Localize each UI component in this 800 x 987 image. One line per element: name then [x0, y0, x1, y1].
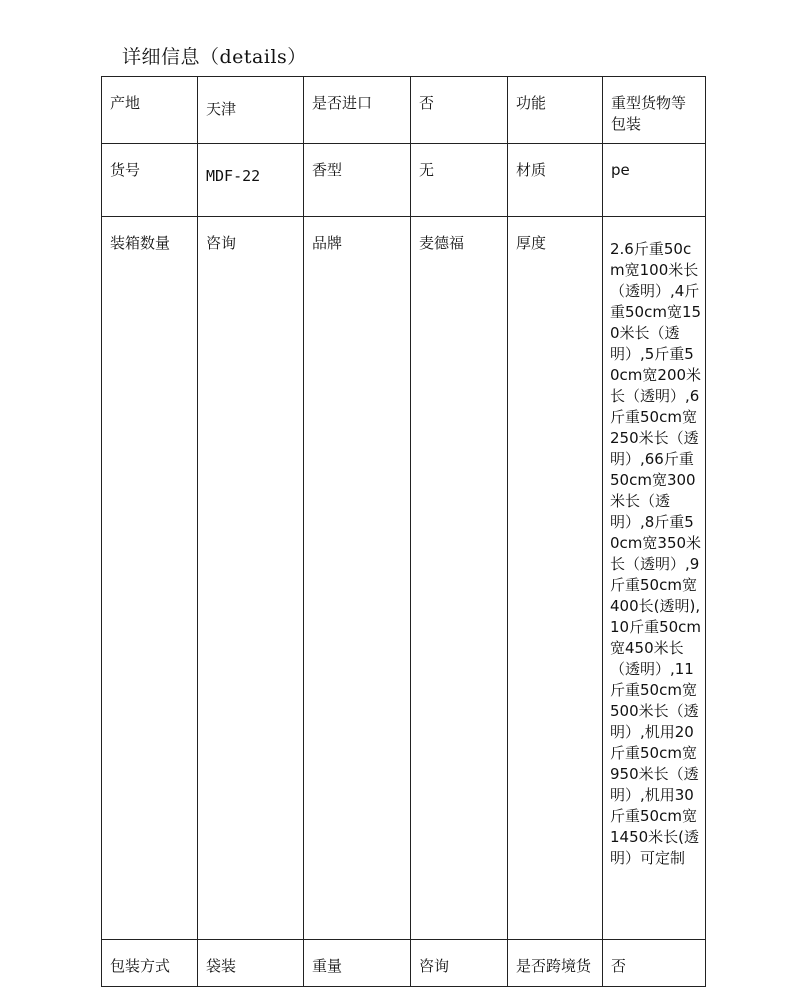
- value-origin: 天津: [198, 77, 304, 144]
- value-imported: 否: [411, 77, 508, 144]
- label-fragrance: 香型: [304, 144, 411, 217]
- value-weight: 咨询: [411, 940, 508, 987]
- label-imported: 是否进口: [304, 77, 411, 144]
- value-thickness: 2.6斤重50cm宽100米长（透明）,4斤重50cm宽150米长（透明）,5斤重50cm宽200米长（透明）,6斤重50cm宽250米长（透明）,66斤重50cm宽300米长（透明）,8斤重50cm宽350米长（透明）,9斤重50cm宽400长(透明),10斤重50cm宽450米长（透明）,11斤重50cm宽500米长（透明）,机用20斤重50cm宽950米长（透明）,机用30斤重50cm宽1450米长(透明）可定制: [603, 217, 706, 940]
- label-origin: 产地: [102, 77, 198, 144]
- value-brand: 麦德福: [411, 217, 508, 940]
- label-material: 材质: [508, 144, 603, 217]
- details-table: [101, 76, 706, 987]
- value-packing-quantity: 咨询: [198, 217, 304, 940]
- value-function: 重型货物等包装: [603, 77, 706, 144]
- table-row: [102, 77, 706, 144]
- value-material: pe: [603, 144, 706, 217]
- label-packaging: 包装方式: [102, 940, 198, 987]
- label-thickness: 厚度: [508, 217, 603, 940]
- value-item-number: MDF-22: [198, 144, 304, 217]
- table-row: [102, 144, 706, 217]
- label-cross-border: 是否跨境货: [508, 940, 603, 987]
- label-function: 功能: [508, 77, 603, 144]
- label-item-number: 货号: [102, 144, 198, 217]
- page-title: 详细信息（details）: [122, 46, 307, 68]
- label-weight: 重量: [304, 940, 411, 987]
- table-row: [102, 217, 706, 940]
- label-packing-quantity: 装箱数量: [102, 217, 198, 940]
- value-cross-border: 否: [603, 940, 706, 987]
- table-row: [102, 940, 706, 987]
- label-brand: 品牌: [304, 217, 411, 940]
- value-packaging: 袋装: [198, 940, 304, 987]
- value-fragrance: 无: [411, 144, 508, 217]
